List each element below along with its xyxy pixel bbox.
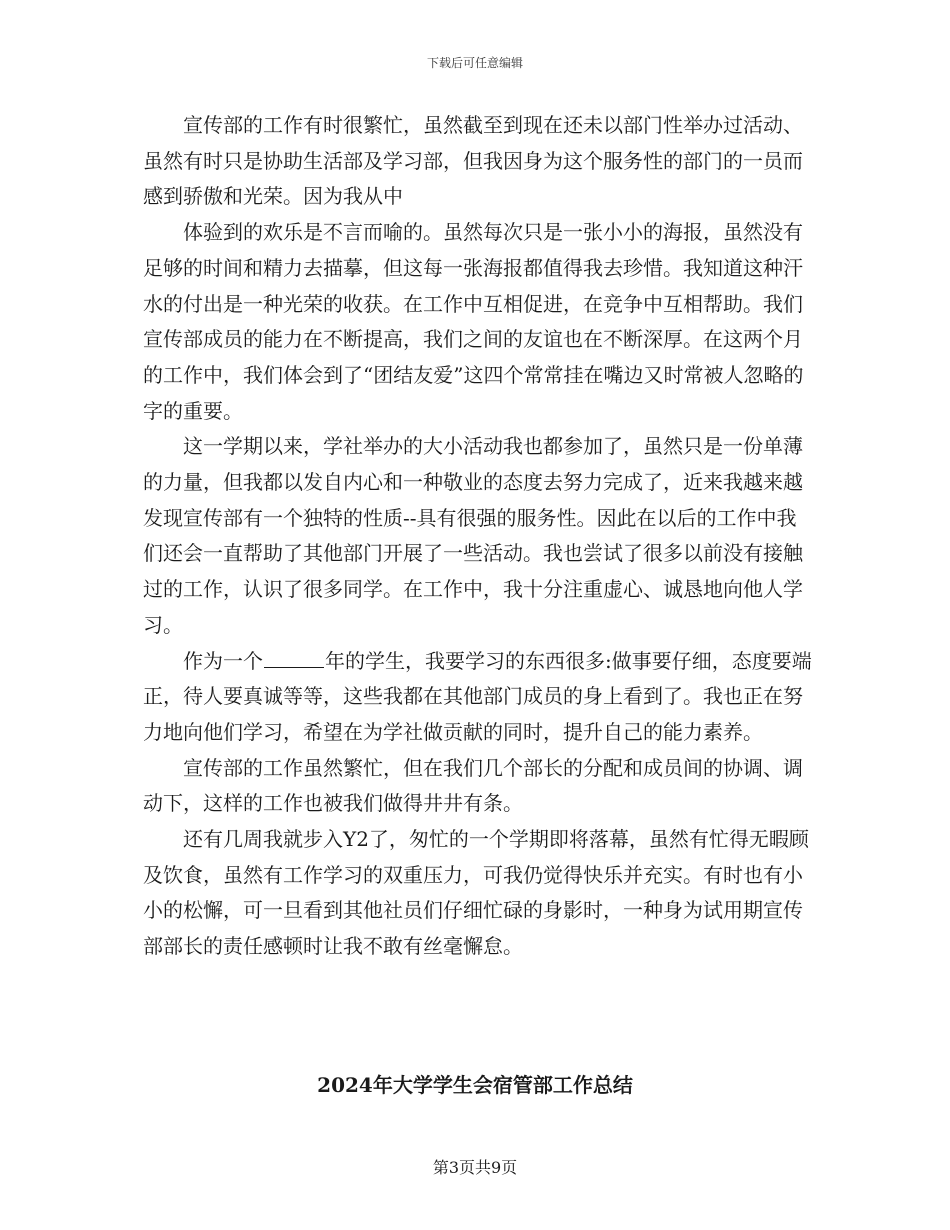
fill-in-blank bbox=[264, 646, 324, 668]
page-header: 下载后可任意编辑 bbox=[426, 56, 523, 70]
paragraph-1: 宣传部的工作有时很繁忙，虽然截至到现在还未以部门性举办过活动、虽然有时只是协助生活部及学习部，但我因身为这个服务性的部门的一员而感到骄傲和光荣。因为我从中 bbox=[143, 113, 803, 209]
paragraph-6: 还有几周我就步入Y2了，匆忙的一个学期即将落幕，虽然有忙得无暇顾及饮食，虽然有工作学习的双重压力，可我仍觉得快乐并充实。有时也有小小的松懈，可一旦看到其他社员们仔细忙碌的身影时，一种身为试用期宣传部部长的责任感顿时让我不敢有丝毫懈怠。 bbox=[143, 827, 809, 959]
paragraph-5: 宣传部的工作虽然繁忙，但在我们几个部长的分配和成员间的协调、调动下，这样的工作也被我们做得井井有条。 bbox=[143, 755, 803, 816]
paragraph-4-rest: 年的学生，我要学习的东西很多:做事要仔细，态度要端正，待人要真诚等等，这些我都在其他部门成员的身上看到了。我也正在努力地向他们学习，希望在为学社做贡献的同时，提升自己的能力素养。 bbox=[143, 648, 812, 744]
paragraph-4 bbox=[143, 644, 813, 751]
document-body bbox=[143, 108, 813, 965]
page-footer: 第3页共9页 bbox=[432, 1158, 518, 1177]
paragraph-2: 体验到的欢乐是不言而喻的。虽然每次只是一张小小的海报，虽然没有足够的时间和精力去描摹，但这每一张海报都值得我去珍惜。我知道这种汗水的付出是一种光荣的收获。在工作中互相促进，在竞争中互相帮助。我们宣传部成员的能力在不断提高，我们之间的友谊也在不断深厚。在这两个月的工作中，我们体会到了“团结友爱”这四个常常挂在嘴边又时常被人忽略的字的重要。 bbox=[143, 220, 804, 423]
paragraph-3: 这一学期以来，学社举办的大小活动我也都参加了，虽然只是一份单薄的力量，但我都以发自内心和一种敬业的态度去努力完成了，近来我越来越发现宣传部有一个独特的性质--具有很强的服务性。因此在以后的工作中我们还会一直帮助了其他部门开展了一些活动。我也尝试了很多以前没有接触过的工作，认识了很多同学。在工作中，我十分注重虚心、诚恳地向他人学习。 bbox=[143, 434, 803, 637]
section-title: 2024年大学学生会宿管部工作总结 bbox=[317, 1073, 633, 1097]
paragraph-4-lead: 作为一个 bbox=[183, 648, 263, 673]
